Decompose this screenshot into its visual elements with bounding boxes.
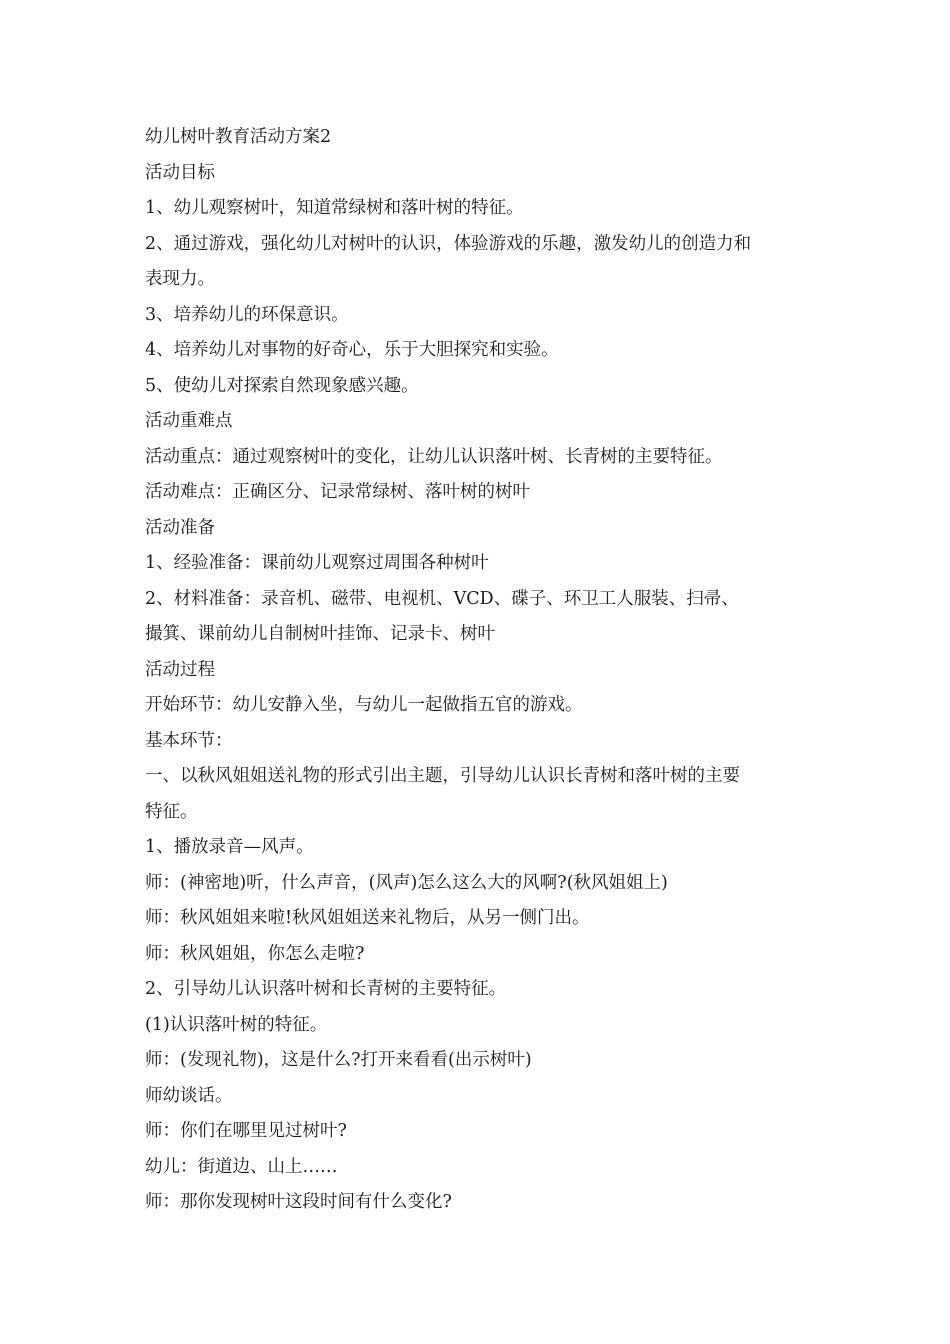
section-heading-goals: 活动目标 (145, 162, 215, 183)
text-line: 开始环节：幼儿安静入坐，与幼儿一起做指五官的游戏。 (145, 695, 583, 715)
text-line: 2、通过游戏，强化幼儿对树叶的认识，体验游戏的乐趣，激发幼儿的创造力和 (145, 233, 752, 254)
text-line: 2、引导幼儿认识落叶树和长青树的主要特征。 (145, 979, 507, 999)
text-line: 师：(神密地)听，什么声音，(风声)怎么这么大的风啊?(秋风姐姐上) (145, 872, 668, 893)
document-body (145, 120, 810, 1221)
text-line: 师：(发现礼物)，这是什么?打开来看看(出示树叶) (145, 1050, 532, 1070)
text-line: 1、播放录音—风声。 (145, 837, 314, 857)
document-title: 幼儿树叶教育活动方案2 (145, 127, 332, 147)
text-line: 师：秋风姐姐来啦!秋风姐姐送来礼物后，从另一侧门出。 (145, 908, 590, 928)
text-line: 师幼谈话。 (145, 1085, 233, 1106)
text-line: (1)认识落叶树的特征。 (145, 1014, 328, 1035)
text-line: 3、培养幼儿的环保意识。 (145, 304, 349, 325)
text-line: 基本环节： (145, 730, 233, 751)
text-line: 1、经验准备：课前幼儿观察过周围各种树叶 (145, 553, 489, 573)
text-line: 活动重点：通过观察树叶的变化，让幼儿认识落叶树、长青树的主要特征。 (145, 446, 723, 467)
text-line: 2、材料准备：录音机、磁带、电视机、VCD、碟子、环卫工人服装、扫帚、 (145, 588, 739, 609)
text-line: 一、以秋风姐姐送礼物的形式引出主题，引导幼儿认识长青树和落叶树的主要 (145, 766, 740, 786)
text-line: 师：那你发现树叶这段时间有什么变化? (145, 1192, 452, 1212)
text-line: 特征。 (145, 801, 198, 822)
section-heading-key-points: 活动重难点 (145, 411, 233, 431)
text-line: 幼儿：街道边、山上…… (145, 1156, 338, 1177)
text-line: 撮箕、课前幼儿自制树叶挂饰、记录卡、树叶 (145, 624, 495, 644)
text-line: 表现力。 (145, 269, 215, 289)
text-line: 师：你们在哪里见过树叶? (145, 1121, 347, 1141)
text-line: 5、使幼儿对探索自然现象感兴趣。 (145, 375, 419, 396)
text-line: 活动难点：正确区分、记录常绿树、落叶树的树叶 (145, 482, 530, 502)
text-line: 1、幼儿观察树叶，知道常绿树和落叶树的特征。 (145, 198, 524, 218)
text-line: 4、培养幼儿对事物的好奇心，乐于大胆探究和实验。 (145, 340, 559, 360)
section-heading-process: 活动过程 (145, 659, 215, 680)
text-line: 师：秋风姐姐，你怎么走啦? (145, 943, 365, 964)
section-heading-preparation: 活动准备 (145, 517, 215, 538)
